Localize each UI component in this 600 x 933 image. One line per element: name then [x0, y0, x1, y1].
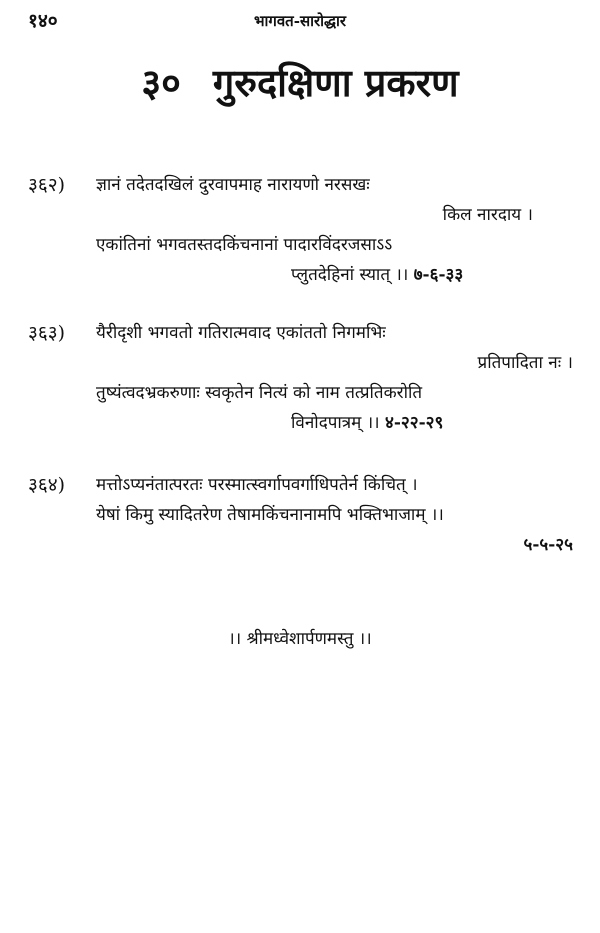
verse-number: ३६२): [28, 174, 66, 196]
verse-line: मत्तोऽप्यनंतात्परतः परस्मात्स्वर्गापवर्गाधिपतेर्न किंचित् ।: [96, 475, 418, 495]
verse-364: [28, 470, 573, 560]
verse-number: ३६३): [28, 322, 66, 344]
verse-line: एकांतिनां भगवतस्तदकिंचनानां पादारविंदरजसाऽऽ: [96, 235, 393, 255]
verse-line-with-reference: [96, 260, 573, 290]
verse-reference: ७-६-३३: [413, 265, 464, 285]
verse-reference: ४-२२-२९: [385, 413, 444, 433]
verse-text: [96, 170, 573, 290]
closing-benediction: ।। श्रीमध्वेशार्पणमस्तु ।।: [228, 629, 372, 649]
chapter-heading: [0, 58, 600, 108]
verse-text: [96, 318, 573, 438]
verse-line: यैरीदृशी भगवतो गतिरात्मवाद एकांततो निगमभिः: [96, 323, 386, 343]
verse-line: विनोदपात्रम् ।।: [291, 413, 380, 433]
verse-line: प्रतिपादिता नः ।: [477, 353, 573, 373]
verse-line: येषां किमु स्यादितरेण तेषामकिंचनानामपि भक्तिभाजाम् ।।: [96, 505, 444, 525]
verse-363: [28, 318, 573, 438]
running-title: भागवत-सारोद्धार: [253, 12, 347, 30]
chapter-number: ३०: [141, 60, 181, 105]
verse-number: ३६४): [28, 474, 66, 496]
page-header: [0, 8, 600, 34]
verse-line: तुष्यंत्वदभ्रकरुणाः स्वकृतेन नित्यं को नाम तत्प्रतिकरोति: [96, 383, 423, 403]
verse-text: [96, 470, 573, 560]
verse-line: ज्ञानं तदेतदखिलं दुरवापमाह नारायणो नरसखः: [96, 175, 370, 195]
verse-line: किल नारदाय ।: [442, 205, 533, 225]
verse-reference: ५-५-२५: [523, 535, 573, 555]
verse-362: [28, 170, 573, 290]
page-number: १४०: [28, 10, 58, 32]
chapter-title: गुरुदक्षिणा प्रकरण: [212, 60, 459, 105]
verse-line-with-reference: [96, 408, 573, 438]
verse-line: प्लुतदेहिनां स्यात् ।।: [291, 265, 409, 285]
